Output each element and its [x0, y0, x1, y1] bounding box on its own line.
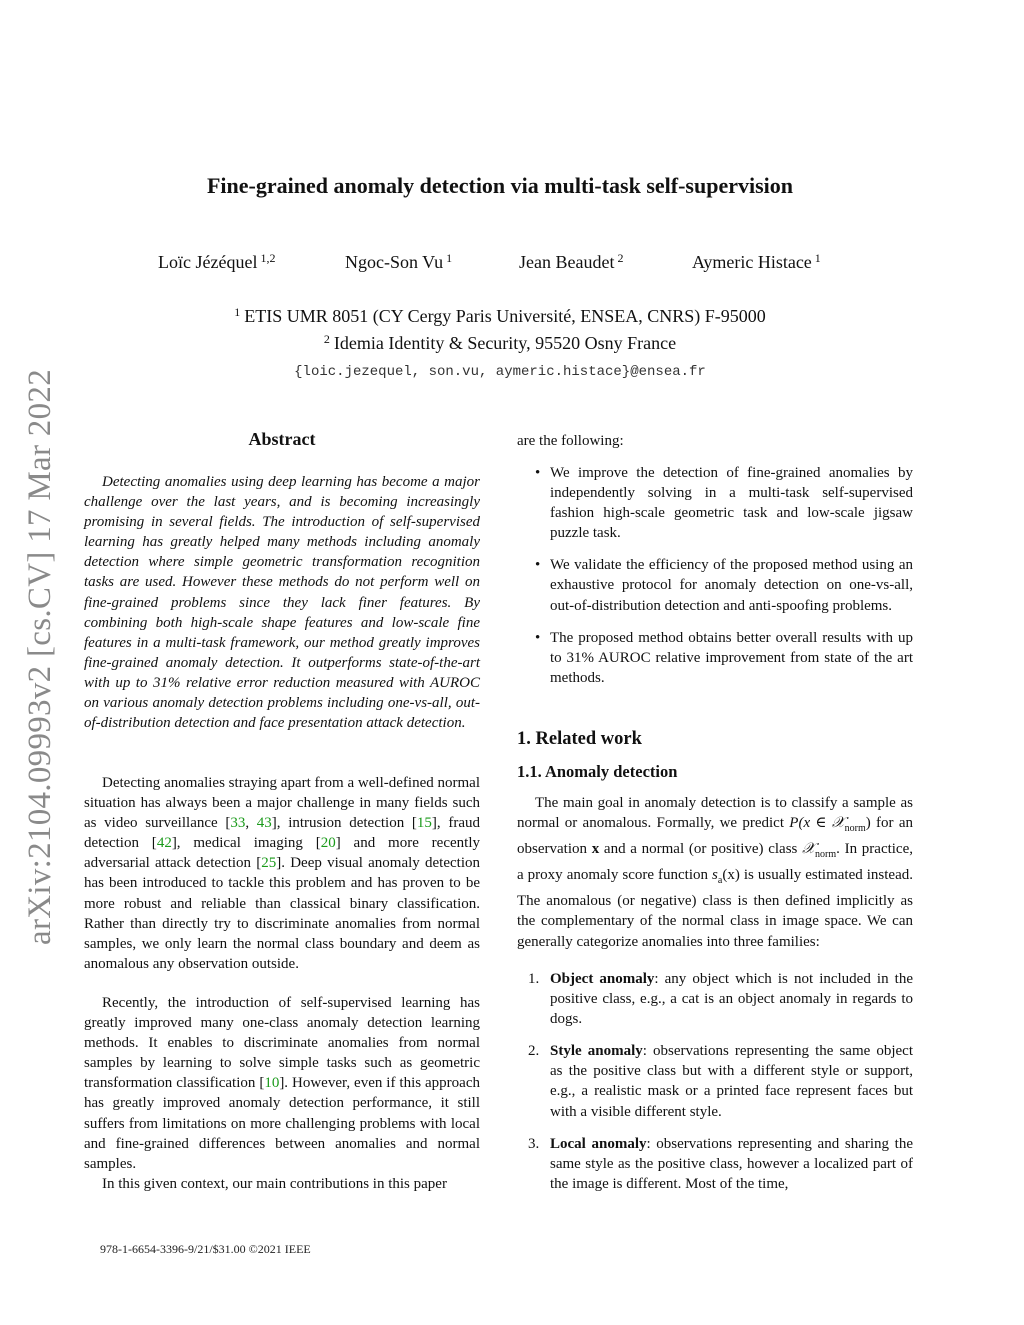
citation-link[interactable]: 42: [156, 835, 172, 852]
list-item: 1. Object anomaly: any object which is not included in the positive class, e.g., a cat is an object anomaly in regards to dogs.: [528, 971, 913, 1028]
subsection-heading: 1.1. Anomaly detection: [517, 762, 678, 781]
citation-link[interactable]: 15: [416, 815, 432, 832]
citation-link[interactable]: 20: [320, 835, 336, 852]
related-paragraph: The main goal in anomaly detection is to classify a sample as normal or anomalous. Formally, we predict P(x ∈ 𝒳$_{norm}$) for an observation x and a normal (or positive) class 𝒳$_{norm}$. In practice, a proxy anomaly score function $s_a(x)$ is usually estimated instead. The anomalous (or negative) class is then defined implicitly as the complementary of the normal class in image space. We can generally categorize anomalies into three families:: [517, 795, 913, 950]
intro-paragraph-2: Recently, the introduction of self-supervised learning has greatly improved many one-class anomaly detection learning methods. It enables to discriminate anomalies from normal samples by learning to solve simple tasks such as geometric transformation classification [10]. However, even if this approach has greatly improved anomaly detection performance, it still suffers from limitations on more challenging problems with local and fine-grained differences between anomalies and normal samples.: [84, 995, 480, 1172]
intro-paragraph-3: In this given context, our main contributions in this paper: [102, 1176, 447, 1192]
list-item: 2. Style anomaly: observations representing the same object as the positive class but with a different style or support, e.g., a realistic mask or a printed face represent faces but with a visible different style.: [528, 1043, 914, 1120]
intro-paragraph-1: Detecting anomalies straying apart from a well-defined normal situation has always been a major challenge in many fields such as video surveillance [33, 43], intrusion detection [15], fraud detection [42], medical imaging [20] and more recently adversarial attack detection [25]. Deep visual anomaly detection has been introduced to tackle this problem and has proven to be more robust and reliable than classical binary classification. Rather than directly try to discriminate anomalies from normal samples, we only learn the normal class boundary and deem as anomalous any observation outside.: [84, 775, 480, 972]
author-emails: {loic.jezequel, son.vu, aymeric.histace}@ensea.fr: [294, 364, 706, 380]
list-item: • The proposed method obtains better overall results with up to 31% AUROC relative improvement from state of the art methods.: [535, 629, 913, 686]
author-1: Loïc Jézéquel $^{1,2}$: [158, 251, 276, 272]
arxiv-stamp: arXiv:2104.09993v2 [cs.CV] 17 Mar 2022: [22, 369, 58, 945]
bullet-icon: •: [535, 629, 541, 646]
affiliation-2: $^2$ Idemia Identity & Security, 95520 Osny France: [323, 332, 677, 353]
bullet-icon: •: [535, 465, 541, 481]
citation-link[interactable]: 33: [230, 815, 246, 832]
citation-link[interactable]: 25: [261, 855, 277, 872]
intro-paragraph-3-continued: are the following:: [517, 433, 624, 449]
author-3: Jean Beaudet $^2$: [519, 251, 624, 272]
affiliation-1: $^1$ ETIS UMR 8051 (CY Cergy Paris Université, ENSEA, CNRS) F-95000: [234, 305, 766, 326]
list-item: • We improve the detection of fine-grained anomalies by independently solving in a multi-task self-supervised fashion high-scale geometric task and low-scale jigsaw puzzle task.: [535, 465, 913, 542]
section-heading: 1. Related work: [517, 729, 642, 749]
abstract-text: Detecting anomalies using deep learning has become a major challenge over the last years, and is becoming increasingly promising in several fields. The introduction of self-supervised learning has greatly helped many methods including anomaly detection where simple geometric transformation recognition tasks are used. However these methods do not perform well on fine-grained problems since they lack finer features. By combining both high-scale shape features and low-scale fine features in a multi-task framework, our method greatly improves fine-grained anomaly detection. It outperforms state-of-the-art with up to 31% relative error reduction measured with AUROC on various anomaly detection problems including one-vs-all, out-of-distribution detection and face presentation attack detection.: [84, 474, 480, 732]
bullet-icon: •: [535, 557, 541, 574]
citation-link[interactable]: 10: [264, 1075, 280, 1092]
list-item: 3. Local anomaly: observations representing and sharing the same style as the positive class, however a localized part of the image is different. Most of the time,: [528, 1135, 913, 1192]
author-2: Ngoc-Son Vu $^1$: [345, 251, 453, 272]
list-item: • We validate the efficiency of the proposed method using an exhaustive protocol for anomaly detection on one-vs-all, out-of-distribution detection and anti-spoofing problems.: [535, 557, 913, 614]
author-4: Aymeric Histace $^1$: [692, 251, 821, 272]
contributions-list: [517, 463, 913, 700]
copyright-footer: 978-1-6654-3396-9/21/$31.00 ©2021 IEEE: [100, 1242, 311, 1256]
paper-title: Fine-grained anomaly detection via multi-task self-supervision: [206, 173, 794, 198]
citation-link[interactable]: 43: [256, 815, 272, 832]
abstract-heading: Abstract: [248, 429, 316, 449]
anomaly-families-list: [517, 969, 913, 1206]
